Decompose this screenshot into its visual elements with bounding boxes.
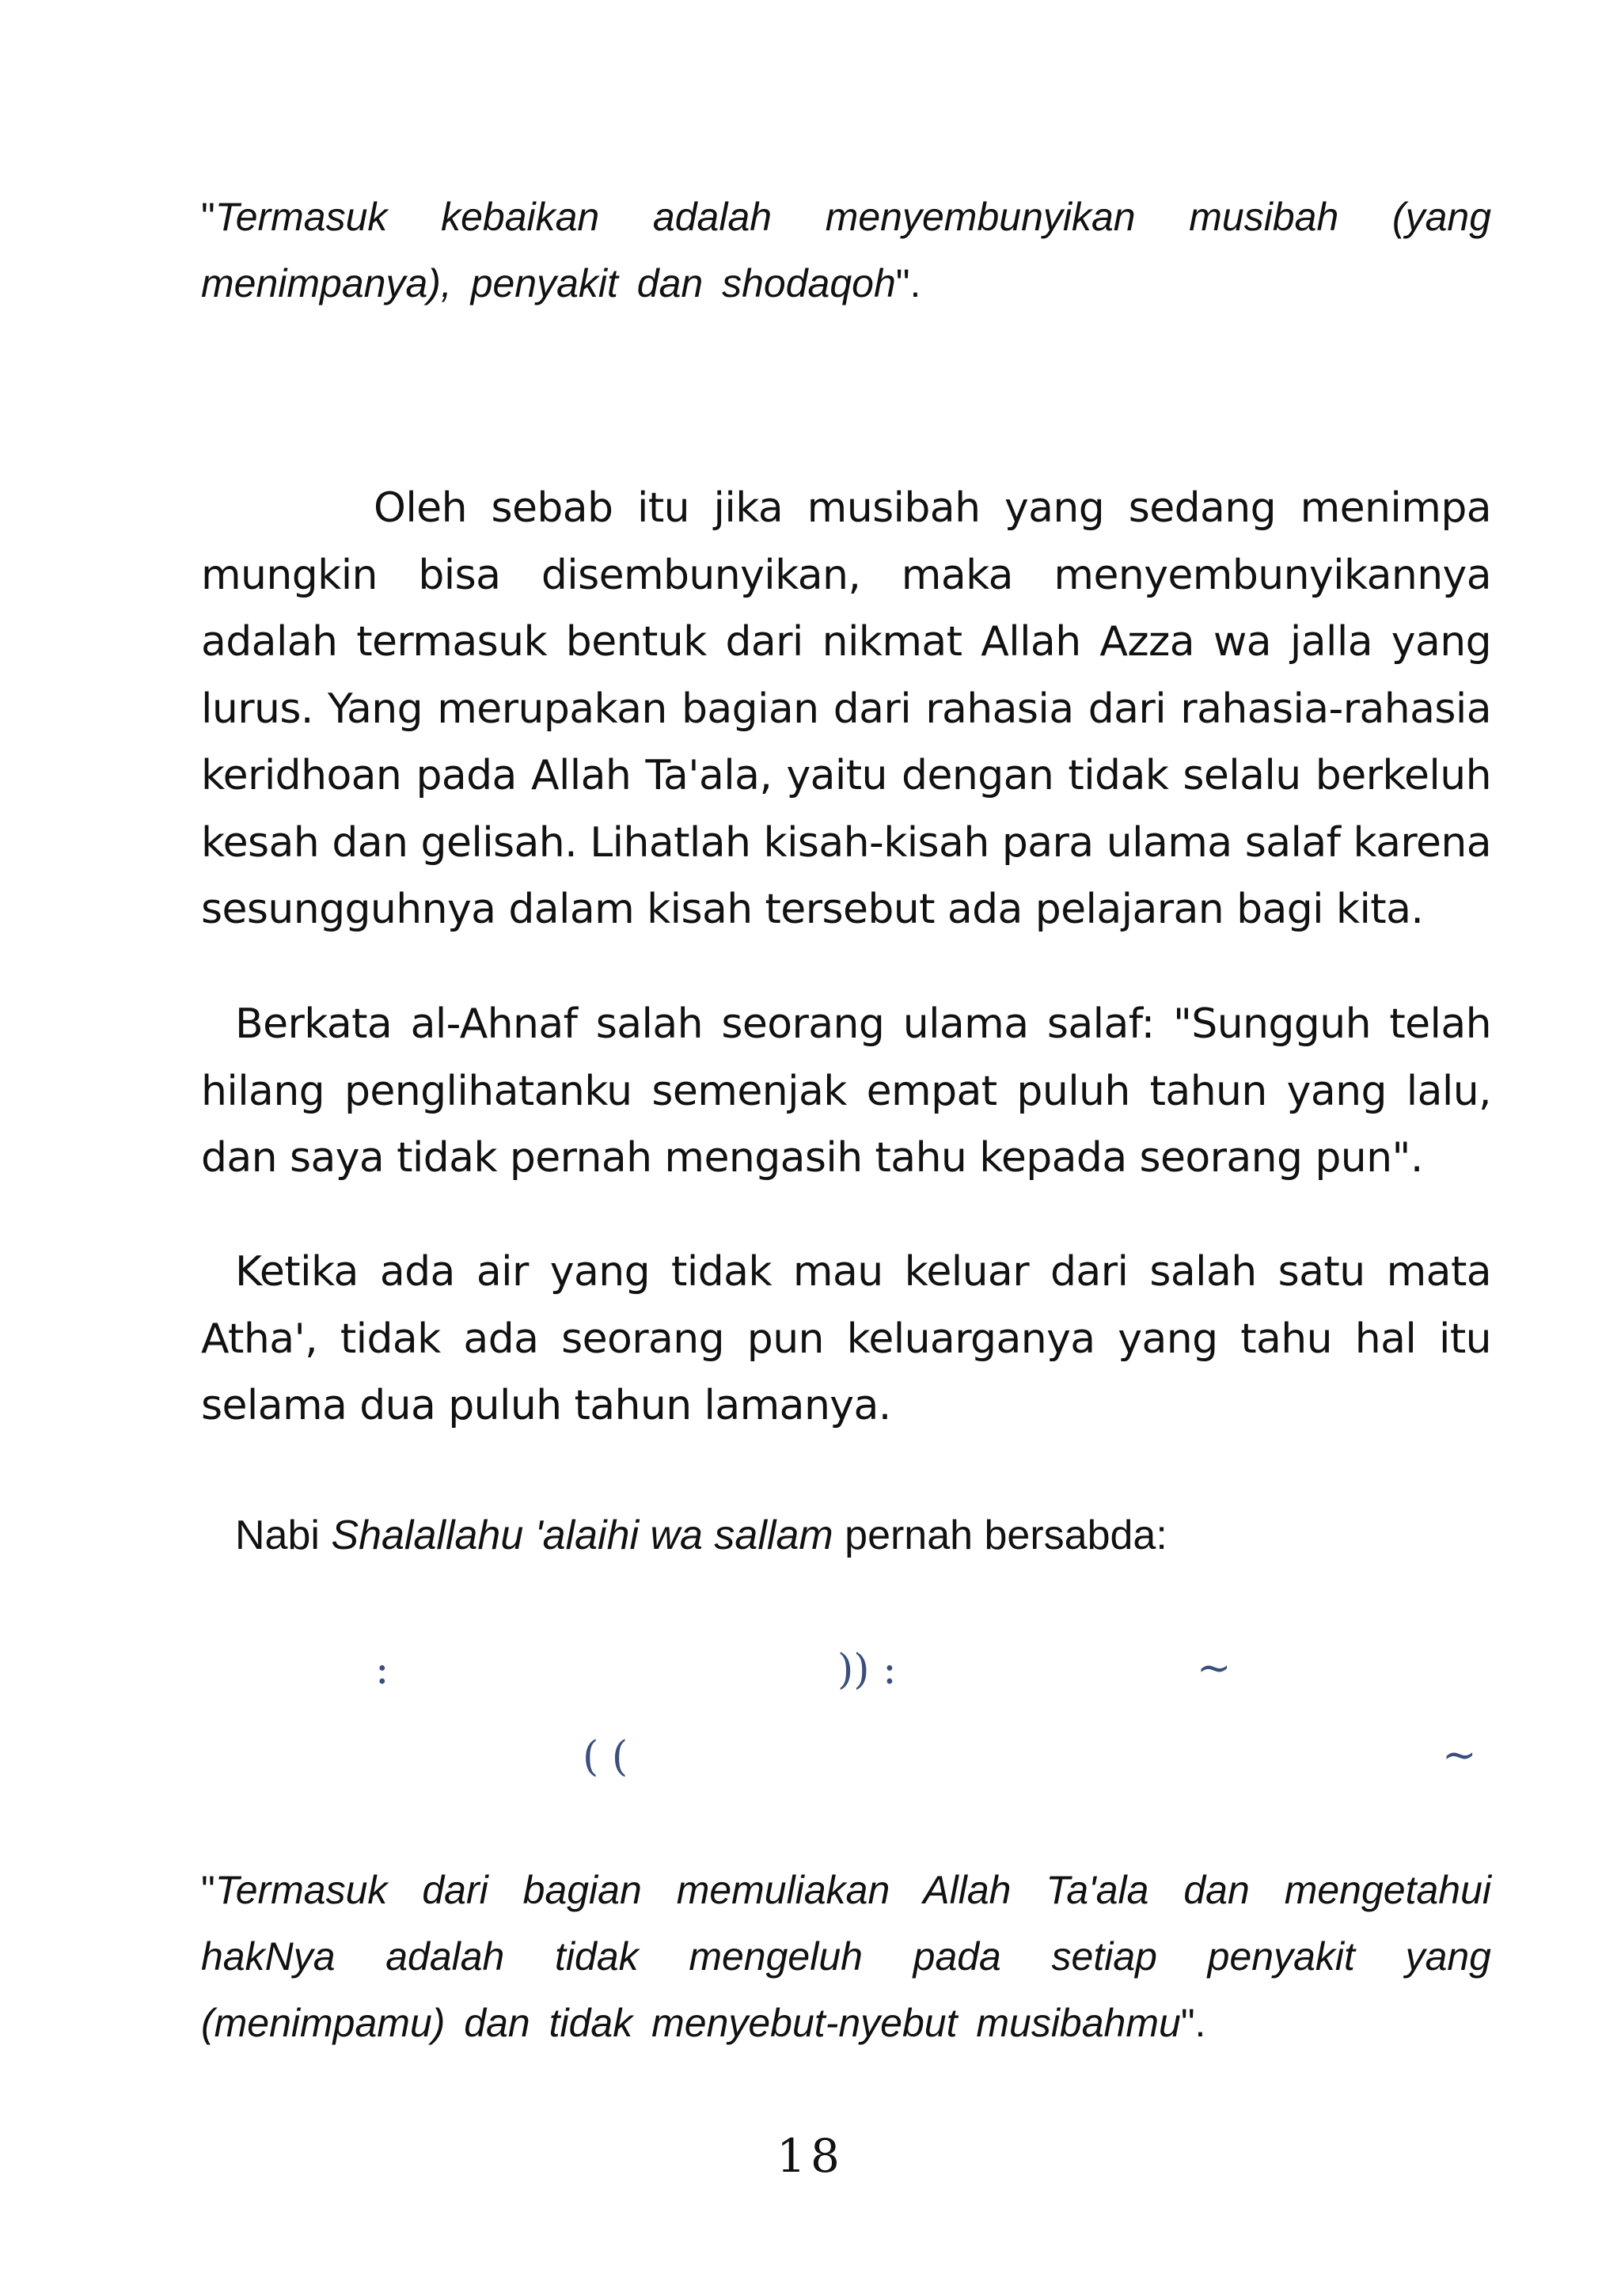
intro-prefix: Nabi [235, 1512, 332, 1558]
paragraph-al-ahnaf: Berkata al-Ahnaf salah seorang ulama salaf: "Sungguh telah hilang penglihatanku semenjak empat puluh tahun yang lalu, dan saya tidak pernah mengasih tahu kepada seorang pun". [201, 1000, 1491, 1182]
quote-text: Termasuk kebaikan adalah menyembunyikan musibah (yang menimpanya), penyakit dan shodaqoh [201, 195, 1491, 306]
arabic-tilde-mark-2: ~ [1442, 1732, 1477, 1779]
quote-text: Termasuk dari bagian memuliakan Allah Ta'ala dan mengetahui hakNya adalah tidak mengeluh pada setiap penyakit yang (menimpamu) dan tidak menyebut-nyebut musibahmu [201, 1868, 1491, 2045]
arabic-colon-mark: : [375, 1646, 389, 1694]
hadith-translation-quote-2 [201, 1857, 1491, 2056]
quote-close-mark: ". [895, 261, 921, 306]
page-number: 18 [776, 2129, 845, 2183]
arabic-tilde-mark: ~ [1197, 1645, 1232, 1692]
intro-suffix: pernah bersabda: [833, 1512, 1167, 1558]
arabic-paren-colon-mark: )) : [837, 1646, 897, 1694]
hadith-intro-line [201, 1502, 1491, 1569]
arabic-open-paren-mark: ( ( [583, 1733, 628, 1781]
honorific-text: Shalallahu 'alaihi wa sallam [331, 1512, 833, 1558]
quote-open-mark: " [201, 195, 215, 239]
paragraph-atha: Ketika ada air yang tidak mau keluar dari salah satu mata Atha', tidak ada seorang pun keluarganya yang tahu hal itu selama dua puluh tahun lamanya. [201, 1248, 1491, 1429]
hadith-translation-quote-1 [201, 184, 1491, 317]
quote-close-mark: ". [1180, 2001, 1206, 2045]
paragraph-hidden-affliction: Oleh sebab itu jika musibah yang sedang menimpa mungkin bisa disembunyikan, maka menyembunyikannya adalah termasuk bentuk dari nikmat Allah Azza wa jalla yang lurus. Yang merupakan bagian dari rahasia dari rahasia-rahasia keridhoan pada Allah Ta'ala, yaitu dengan tidak selalu berkeluh kesah dan gelisah. Lihatlah kisah-kisah para ulama salaf karena sesungguhnya dalam kisah tersebut ada pelajaran bagi kita. [201, 484, 1491, 933]
quote-open-mark: " [201, 1868, 215, 1912]
